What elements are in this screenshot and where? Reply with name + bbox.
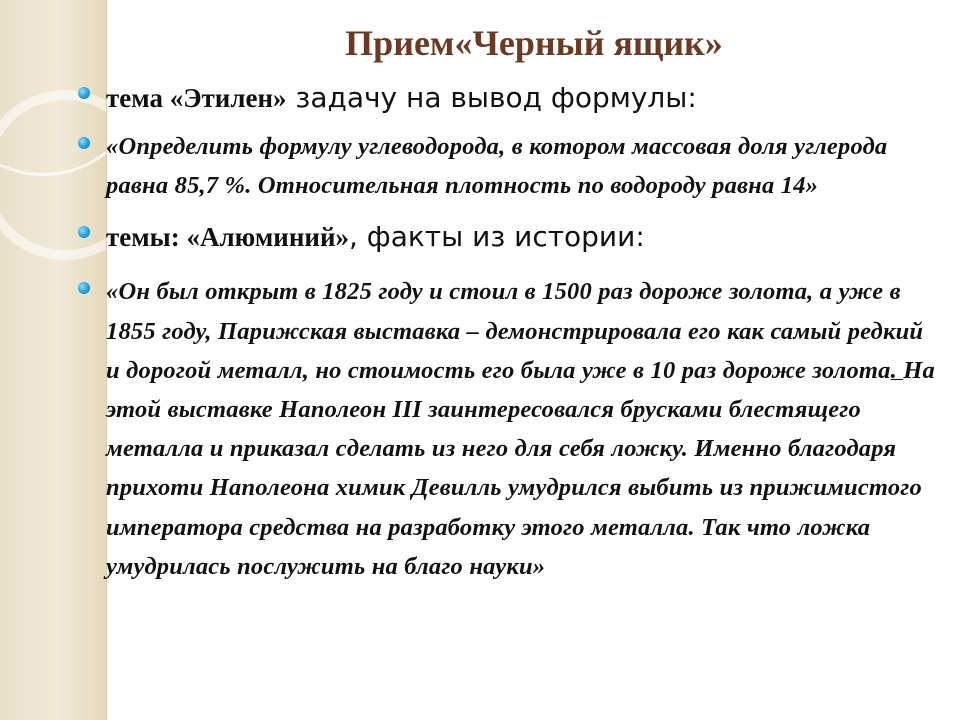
bullet-item <box>76 127 940 205</box>
bullet-item <box>76 78 940 123</box>
bullet-list <box>76 78 940 586</box>
quote-underlined-fragment: . <box>890 356 904 384</box>
bullet-quote-text <box>106 272 940 586</box>
bullet-item <box>76 217 940 262</box>
bullet-icon <box>78 226 90 238</box>
bullet-item <box>76 272 940 586</box>
bullet-quote-text: «Определить формулу углеводорода, в котором массовая доля углерода равна 85,7 %. Относительная плотность по водороду равна 14» <box>106 133 888 200</box>
bullet-bold-text: темы: «Алюминий» <box>106 222 349 253</box>
quote-part-2: На этой выставке Наполеон III заинтересовался брусками блестящего металла и приказал сделать из него для себя ложку. Именно благодаря прихоти Наполеона химик Девилль умудрился выбить из прижимистого императора средства на разработку этого металла. Так что ложка умудрилась послужить на благо науки» <box>106 356 935 580</box>
bullet-plain-text: задачу на вывод формулы: <box>286 81 697 114</box>
bullet-bold-text: тема «Этилен» <box>106 83 287 113</box>
bullet-plain-text: , факты из истории: <box>349 220 645 254</box>
bullet-icon <box>78 87 90 99</box>
slide-title: Прием«Черный ящик» <box>345 23 723 63</box>
quote-part-1: «Он был открыт в 1825 году и стоил в 1500 раз дороже золота, а уже в 1855 году, Парижская выставка – демонстрировала его как самый редкий и дорогой металл, но стоимость его была уже в 10 раз дороже золота <box>106 278 924 384</box>
bullet-icon <box>78 282 90 294</box>
bullet-icon <box>78 137 90 149</box>
